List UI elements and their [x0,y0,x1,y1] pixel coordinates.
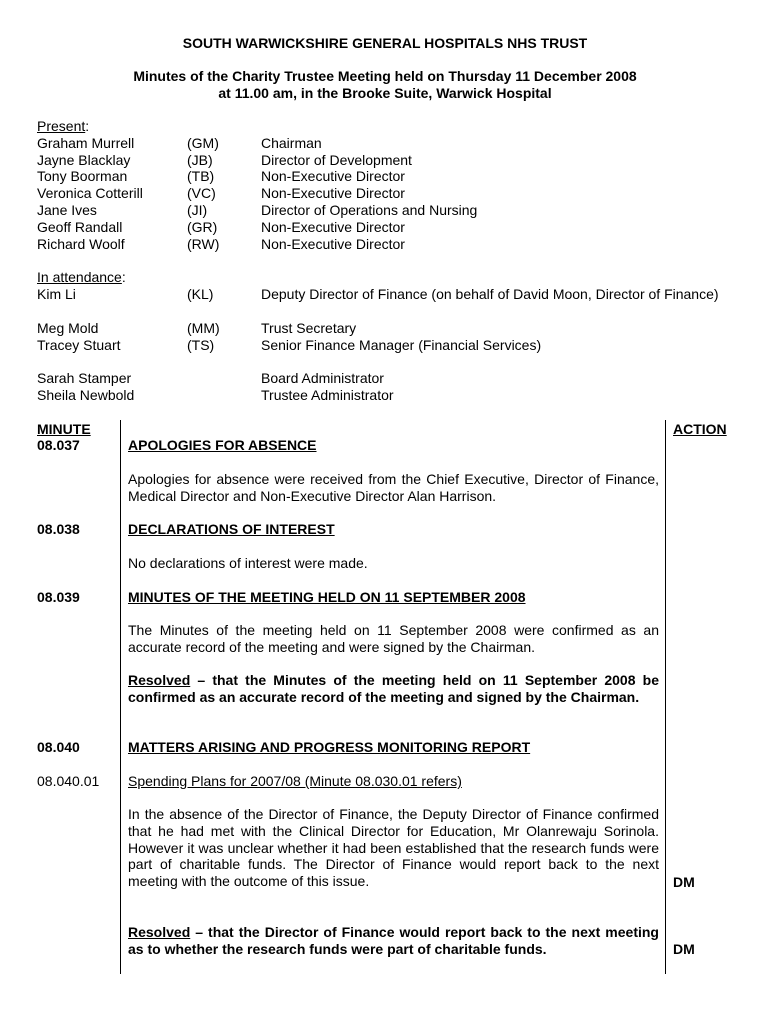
minute-text: In the absence of the Director of Finance, the Deputy Director of Finance confirmed that he had met with the Clinical Director for Education, Mr Olanrewaju Sorinola. However it was unclear whether it had been established that the research funds were part of charitable funds. The Director of Finance would report back to the next meeting with the outcome of this issue. [128,806,659,890]
attendee-role: Non-Executive Director [261,185,405,201]
minute-subheading: Spending Plans for 2007/08 (Minute 08.030.01 refers) [128,773,462,789]
attendance-heading [37,269,126,286]
attendee-role: Chairman [261,135,322,151]
minute-number: 08.039 [37,589,80,605]
attendee-initials: (JI) [187,202,208,218]
present-colon: : [85,118,90,134]
attendee-role: Non-Executive Director [261,219,405,235]
resolved-label: Resolved [128,672,191,688]
minute-heading: MATTERS ARISING AND PROGRESS MONITORING REPORT [128,739,531,755]
minute-number: 08.037 [37,437,80,453]
minute-heading: MINUTES OF THE MEETING HELD ON 11 SEPTEMBER 2008 [128,589,526,605]
attendee-role: Trust Secretary [261,320,357,336]
attendance-colon: : [121,269,126,285]
resolution [128,924,659,958]
action-column-header: ACTION [673,421,727,437]
attendee-initials: (MM) [187,320,220,336]
attendee-initials: (TB) [187,168,215,184]
minute-number: 08.038 [37,521,80,537]
attendee-initials: (TS) [187,337,215,353]
minute-text: The Minutes of the meeting held on 11 September 2008 were confirmed as an accurate record of the meeting and were signed by the Chairman. [128,622,659,655]
minute-text: Apologies for absence were received from the Chief Executive, Director of Finance, Medical Director and Non-Executive Director Alan Harrison. [128,471,659,504]
minute-text: No declarations of interest were made. [128,555,368,571]
resolution-text: – that the Director of Finance would report back to the next meeting as to whether the research funds were part of charitable funds. [128,924,659,957]
attendee-role: Senior Finance Manager (Financial Services) [261,337,542,353]
attendee-initials: (GR) [187,219,218,235]
attendee-name: Jayne Blacklay [37,152,131,168]
minute-heading: DECLARATIONS OF INTEREST [128,521,335,537]
attendee-role: Non-Executive Director [261,168,405,184]
attendee-name: Tony Boorman [37,168,128,184]
trust-name: SOUTH WARWICKSHIRE GENERAL HOSPITALS NHS TRUST [182,35,588,51]
attendee-initials: (JB) [187,152,213,168]
action-owner: DM [673,941,695,957]
attendee-name: Meg Mold [37,320,99,336]
column-divider-right [665,420,666,974]
attendee-name: Graham Murrell [37,135,135,151]
minute-column-header: MINUTE [37,421,91,437]
action-owner: DM [673,874,695,890]
minute-number: 08.040.01 [37,773,100,789]
attendee-role: Director of Operations and Nursing [261,202,478,218]
meeting-title-line2: at 11.00 am, in the Brooke Suite, Warwick Hospital [218,85,552,101]
minute-number: 08.040 [37,739,80,755]
present-label: Present [37,118,86,134]
attendee-role: Non-Executive Director [261,236,405,252]
attendee-role: Deputy Director of Finance (on behalf of David Moon, Director of Finance) [261,286,719,302]
column-divider-left [120,420,121,974]
resolution-text: – that the Minutes of the meeting held on 11 September 2008 be confirmed as an accurate record of the meeting and signed by the Chairman. [128,672,659,705]
attendee-role: Trustee Administrator [261,387,394,403]
attendee-name: Tracey Stuart [37,337,121,353]
resolved-label: Resolved [128,924,191,940]
present-heading [37,118,89,135]
attendee-initials: (VC) [187,185,216,201]
attendee-name: Sarah Stamper [37,370,132,386]
attendee-name: Richard Woolf [37,236,125,252]
attendee-role: Director of Development [261,152,412,168]
attendee-initials: (RW) [187,236,220,252]
attendee-name: Veronica Cotterill [37,185,143,201]
attendee-name: Sheila Newbold [37,387,135,403]
attendee-initials: (GM) [187,135,219,151]
minute-heading: APOLOGIES FOR ABSENCE [128,437,317,453]
resolution [128,672,659,706]
attendance-label: In attendance [37,269,122,285]
attendee-initials: (KL) [187,286,214,302]
attendee-name: Kim Li [37,286,76,302]
attendee-role: Board Administrator [261,370,384,386]
attendee-name: Jane Ives [37,202,97,218]
meeting-title-line1: Minutes of the Charity Trustee Meeting held on Thursday 11 December 2008 [133,68,637,84]
attendee-name: Geoff Randall [37,219,123,235]
